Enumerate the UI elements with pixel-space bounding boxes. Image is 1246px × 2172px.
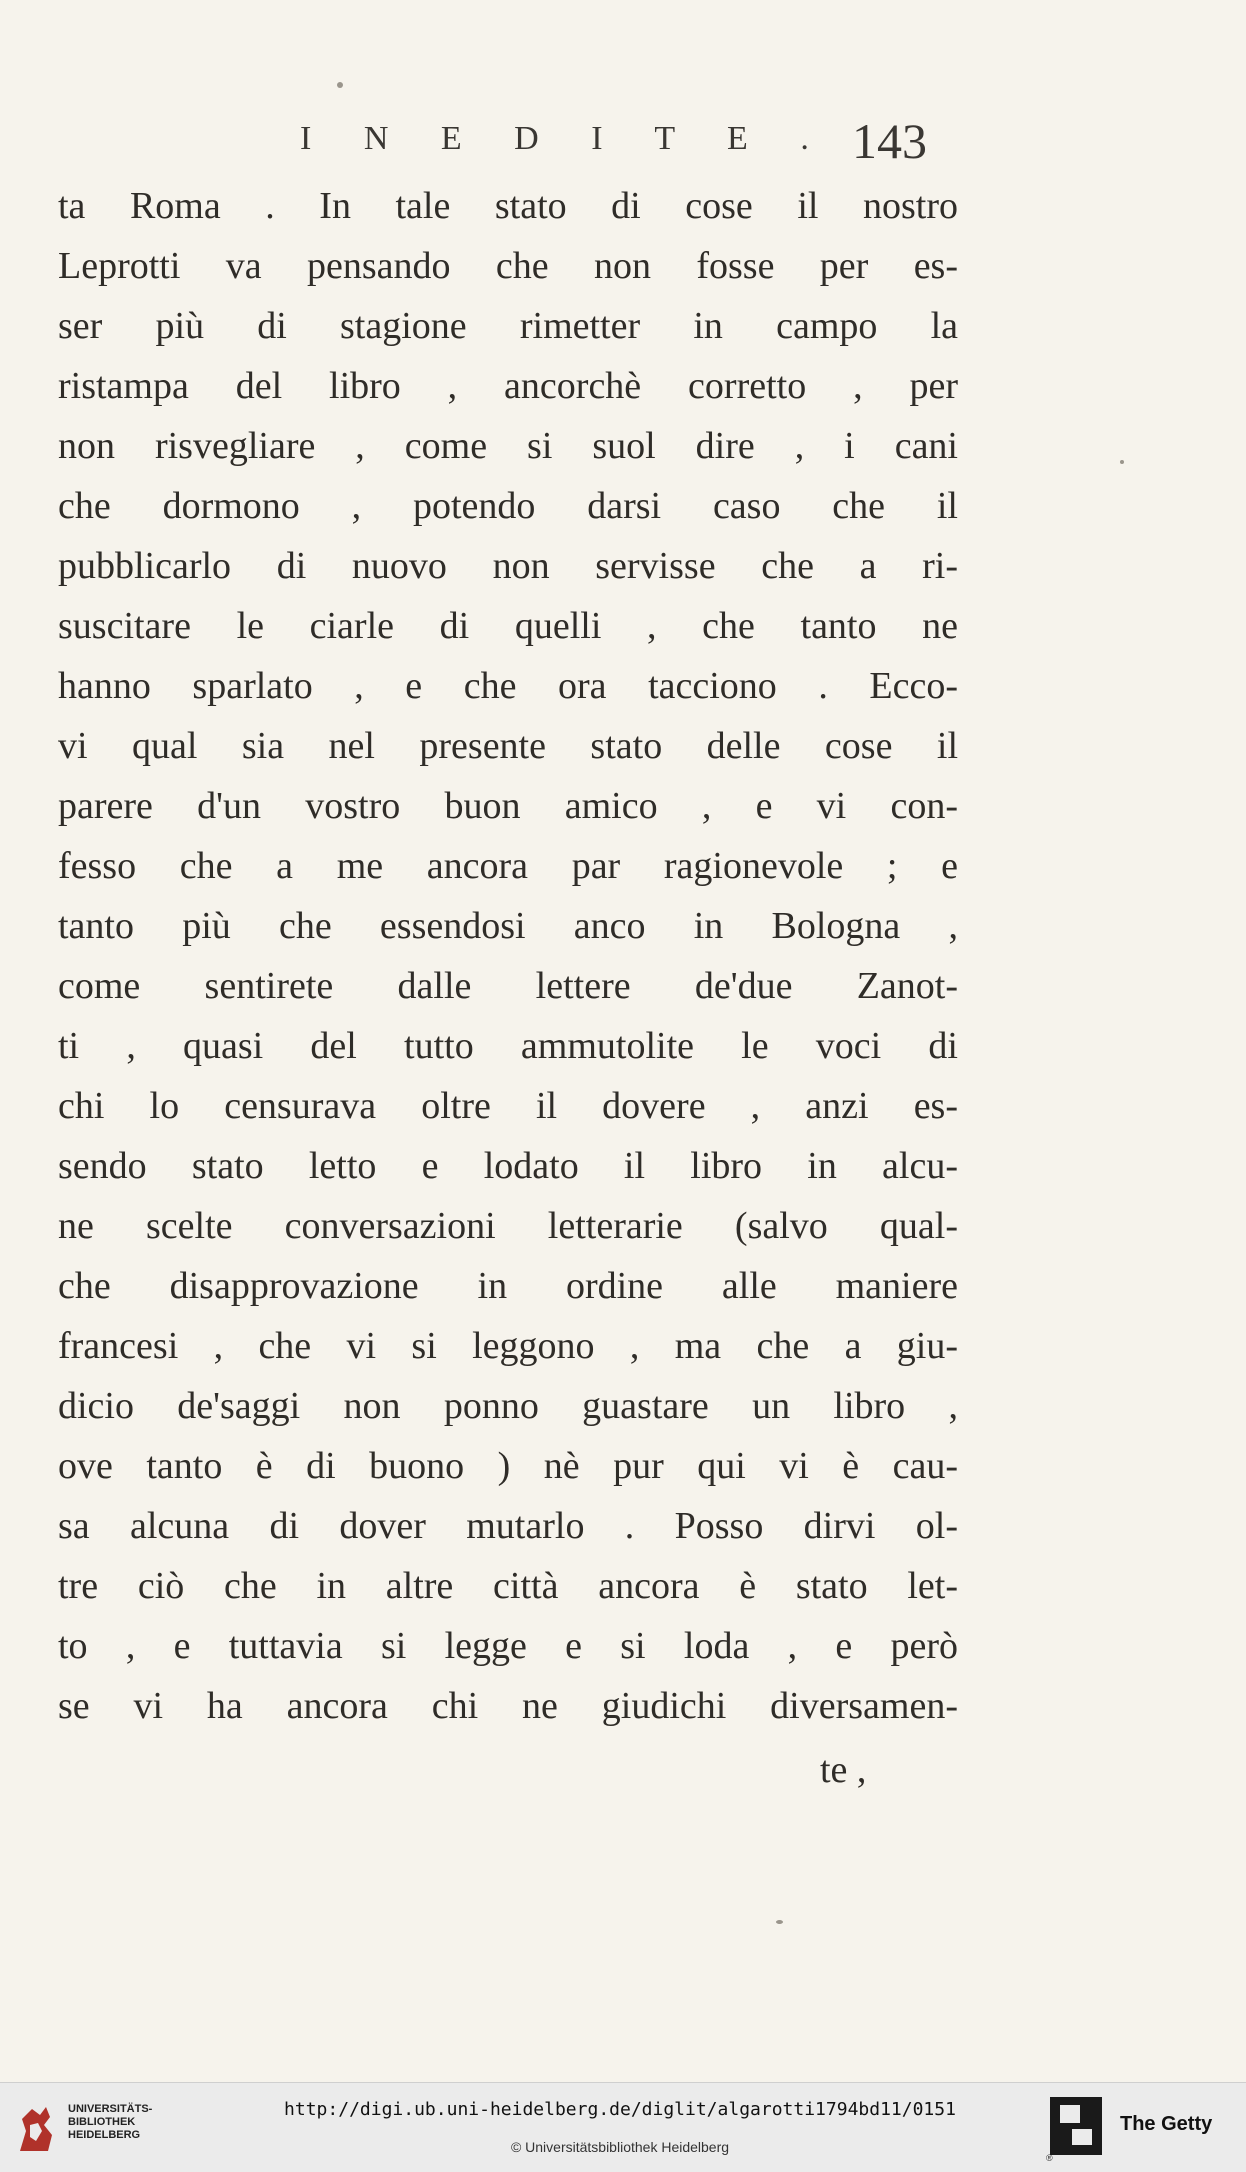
text-line: sa alcuna di dover mutarlo . Posso dirvi ol-	[58, 1505, 958, 1547]
text-line: hanno sparlato , e che ora tacciono . Ecco-	[58, 665, 958, 707]
running-head	[0, 112, 1246, 172]
heidelberg-lion-logo-icon	[12, 2101, 60, 2157]
body-text	[58, 176, 958, 1736]
text-line: che disapprovazione in ordine alle maniere	[58, 1265, 958, 1307]
text-line: ristampa del libro , ancorchè corretto , per	[58, 365, 958, 407]
page-number: 143	[852, 113, 927, 169]
viewer-footer	[0, 2082, 1246, 2172]
text-line: non risvegliare , come si suol dire , i cani	[58, 425, 958, 467]
registered-mark: ®	[1046, 2153, 1053, 2163]
text-line: ove tanto è di buono ) nè pur qui vi è cau-	[58, 1445, 958, 1487]
paper-speck	[1120, 460, 1124, 464]
catchword: te ,	[820, 1749, 867, 1791]
text-line: ser più di stagione rimetter in campo la	[58, 305, 958, 347]
copyright-notice: © Universitätsbibliothek Heidelberg	[510, 2139, 730, 2155]
text-line: fesso che a me ancora par ragionevole ; e	[58, 845, 958, 887]
getty-logo-icon	[1050, 2097, 1102, 2155]
text-line: dicio de'saggi non ponno guastare un libro ,	[58, 1385, 958, 1427]
text-line: che dormono , potendo darsi caso che il	[58, 485, 958, 527]
text-line: Leprotti va pensando che non fosse per es-	[58, 245, 958, 287]
text-line: francesi , che vi si leggono , ma che a giu-	[58, 1325, 958, 1367]
paper-speck	[776, 1920, 783, 1924]
text-line: vi qual sia nel presente stato delle cose il	[58, 725, 958, 767]
text-line: se vi ha ancora chi ne giudichi diversamen-	[58, 1685, 958, 1727]
text-line: ti , quasi del tutto ammutolite le voci di	[58, 1025, 958, 1067]
library-name: UNIVERSITÄTS- BIBLIOTHEK HEIDELBERG	[68, 2103, 153, 2141]
running-title: I N E D I T E .	[300, 120, 831, 157]
paper-speck	[337, 82, 343, 88]
text-line: tre ciò che in altre città ancora è stato let-	[58, 1565, 958, 1607]
text-line: sendo stato letto e lodato il libro in alcu-	[58, 1145, 958, 1187]
text-line: to , e tuttavia si legge e si loda , e però	[58, 1625, 958, 1667]
text-line: come sentirete dalle lettere de'due Zanot-	[58, 965, 958, 1007]
text-line: parere d'un vostro buon amico , e vi con-	[58, 785, 958, 827]
partner-name: The Getty	[1120, 2113, 1213, 2135]
text-line: pubblicarlo di nuovo non servisse che a ri-	[58, 545, 958, 587]
permalink-url[interactable]: http://digi.ub.uni-heidelberg.de/diglit/algarotti1794bd11/0151	[284, 2099, 956, 2120]
text-line: suscitare le ciarle di quelli , che tanto ne	[58, 605, 958, 647]
text-line: ne scelte conversazioni letterarie (salvo qual-	[58, 1205, 958, 1247]
text-line: ta Roma . In tale stato di cose il nostro	[58, 185, 958, 227]
text-line: chi lo censurava oltre il dovere , anzi es-	[58, 1085, 958, 1127]
text-line: tanto più che essendosi anco in Bologna ,	[58, 905, 958, 947]
